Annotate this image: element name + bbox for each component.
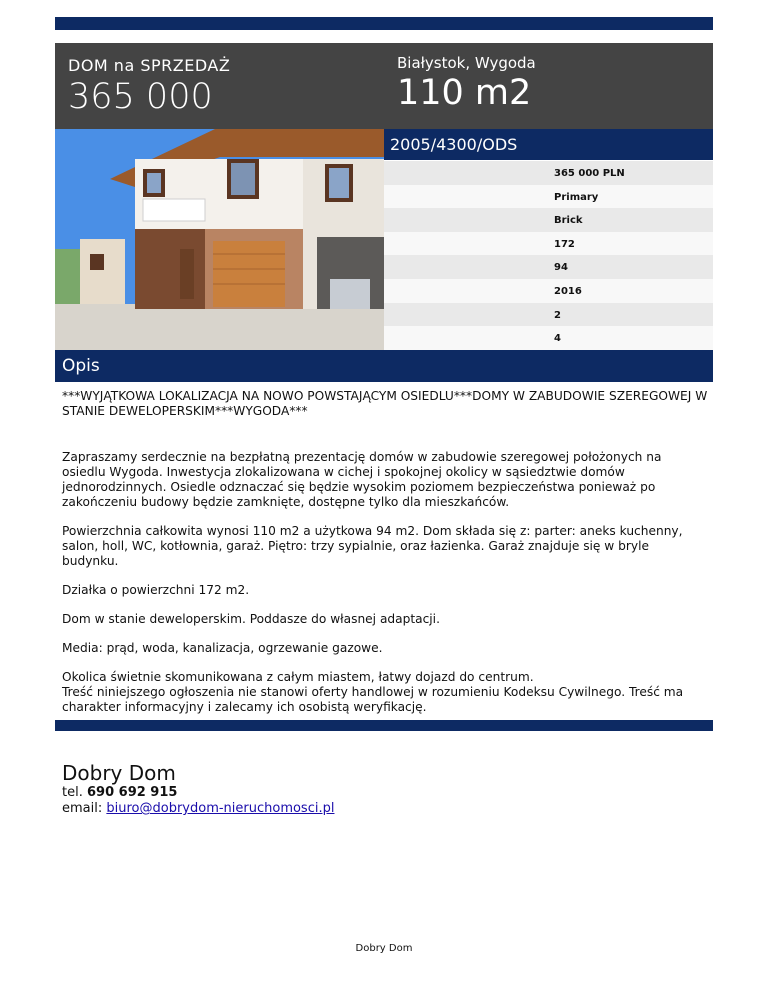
detail-value: 2 bbox=[554, 309, 561, 321]
phone-line bbox=[62, 785, 334, 801]
detail-row-material bbox=[384, 208, 713, 232]
listing-reference: 2005/4300/ODS bbox=[390, 135, 518, 154]
listing-price: 365 000 bbox=[68, 77, 213, 117]
footer-accent-bar bbox=[55, 720, 713, 731]
listing-location: Białystok, Wygoda bbox=[397, 54, 536, 72]
phone-number: 690 692 915 bbox=[86, 785, 178, 800]
reference-bar bbox=[384, 129, 713, 160]
description-paragraph: Okolica świetnie skomunikowana z całym miastem, łatwy dojazd do centrum. bbox=[62, 670, 534, 684]
detail-value: Brick bbox=[554, 215, 583, 227]
listing-type-label: DOM na SPRZEDAŻ bbox=[68, 56, 231, 75]
email-label: email: bbox=[62, 801, 103, 816]
description-paragraph: Zapraszamy serdecznie na bezpłatną prezentację domów w zabudowie szeregowej położonych na osiedlu Wygoda. Inwestycja zlokalizowana w cichej i spokojnej okolicy w sąsiedztwie domów jednorodzinnych. Osiedle odznaczać się będzie wysokim poziomem bezpieczeństwa ponieważ po zakończeniu budowy będzie zamknięte, dostępne tylko dla mieszkańców. bbox=[62, 450, 662, 509]
detail-value: 4 bbox=[554, 333, 561, 345]
description-heading: Opis bbox=[62, 356, 100, 376]
details-table bbox=[384, 161, 713, 350]
detail-value: 172 bbox=[554, 238, 575, 250]
header-accent-bar bbox=[55, 17, 713, 30]
description-paragraph: Działka o powierzchni 172 m2. bbox=[62, 583, 250, 597]
detail-value: 2016 bbox=[554, 285, 582, 297]
page-footer: Dobry Dom bbox=[355, 943, 413, 954]
description-disclaimer: Treść niniejszego ogłoszenia nie stanowi oferty handlowej w rozumieniu Kodeksu Cywilnego. Treść ma charakter informacyjny i zalecamy ich osobistą weryfikację. bbox=[62, 685, 684, 714]
detail-value: 94 bbox=[554, 262, 568, 274]
description-paragraph: Dom w stanie deweloperskim. Poddasze do własnej adaptacji. bbox=[62, 612, 440, 626]
listing-area: 110 m2 bbox=[397, 73, 532, 113]
property-photo bbox=[55, 129, 384, 350]
description-body bbox=[62, 389, 708, 729]
company-name: Dobry Dom bbox=[62, 761, 176, 785]
detail-row-floors bbox=[384, 303, 713, 327]
description-paragraph: Media: prąd, woda, kanalizacja, ogrzewanie gazowe. bbox=[62, 641, 383, 655]
phone-label: tel. bbox=[62, 785, 83, 800]
email-line bbox=[62, 801, 334, 817]
detail-row-rooms bbox=[384, 326, 713, 350]
detail-row-market bbox=[384, 185, 713, 209]
detail-row-year bbox=[384, 279, 713, 303]
description-headline: ***WYJĄTKOWA LOKALIZACJA NA NOWO POWSTAJĄCYM OSIEDLU***DOMY W ZABUDOWIE SZEREGOWEJ W STANIE DEWELOPERSKIM***WYGODA*** bbox=[62, 389, 708, 418]
detail-row-usable-area bbox=[384, 255, 713, 279]
detail-value: 365 000 PLN bbox=[554, 168, 625, 179]
detail-row-plot bbox=[384, 232, 713, 256]
description-paragraph: Powierzchnia całkowita wynosi 110 m2 a użytkowa 94 m2. Dom składa się z: parter: aneks kuchenny, salon, holl, WC, kotłownia, garaż. Piętro: trzy sypialnie, oraz łazienka. Garaż znajduje się w bryle budynku. bbox=[62, 524, 683, 568]
description-heading-bar bbox=[55, 350, 713, 382]
detail-row-price bbox=[384, 161, 713, 185]
detail-value: Primary bbox=[554, 191, 599, 203]
listing-hero bbox=[55, 43, 713, 129]
contact-block bbox=[62, 761, 334, 817]
email-link[interactable]: biuro@dobrydom-nieruchomosci.pl bbox=[106, 801, 335, 816]
